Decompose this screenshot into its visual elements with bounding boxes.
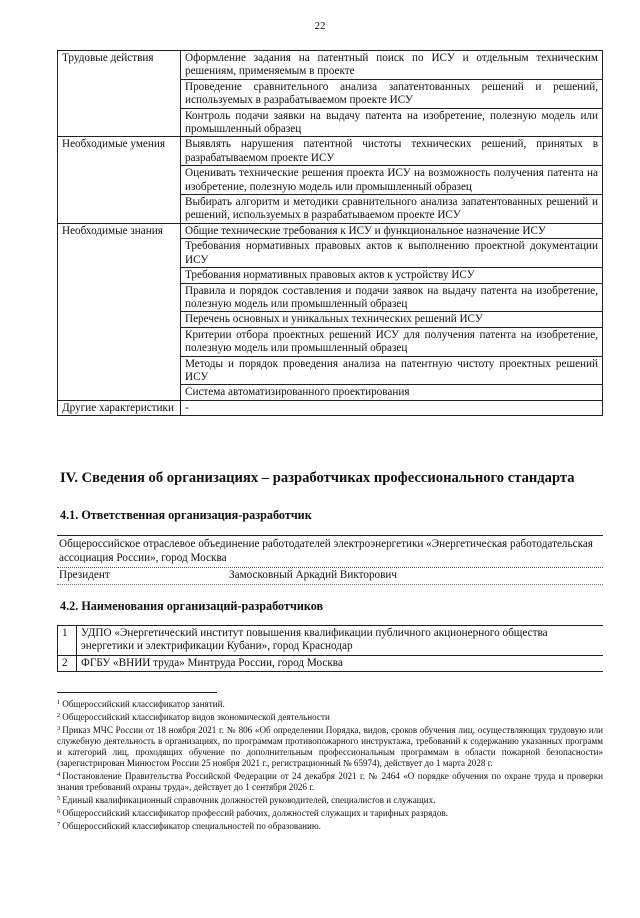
- table-cell: Система автоматизированного проектирования: [181, 385, 603, 400]
- row-label: Другие характеристики: [58, 400, 181, 415]
- footnote-marker: 4: [57, 771, 61, 778]
- footnote-text: Общероссийский классификатор профессий рабочих, должностей служащих и тарифных разрядов.: [62, 808, 449, 818]
- developers-heading: 4.2. Наименования организаций-разработчиков: [60, 599, 324, 613]
- table-cell: -: [181, 400, 603, 415]
- responsible-org-heading: 4.1. Ответственная организация-разработчик: [60, 508, 312, 522]
- footnote-marker: 7: [57, 821, 61, 828]
- responsible-org-block: [57, 535, 603, 585]
- footnote-marker: 5: [57, 795, 61, 802]
- table-row: [58, 400, 603, 415]
- labor-functions-table: [57, 50, 603, 416]
- footnote-text: Постановление Правительства Российской Федерации от 24 декабря 2021 г. № 2464 «О порядке обучения по охране труда и проверки знания требований охраны труда», действует до 1 сентября 2026 г.: [57, 771, 603, 792]
- section-title: IV. Сведения об организациях – разработчиках профессионального стандарта: [60, 470, 575, 486]
- footnote-text: Приказ МЧС России от 18 ноября 2021 г. № 806 «Об определении Порядка, видов, сроков обучения лиц, осуществляющих трудовую или служебную деятельность в организациях, по программам противопожарного инструктажа, требований к содержанию указанных программ и категорий лиц, проходящих обучение по дополнительным профессиональным программам в области пожарной безопасности» (зарегистрирован Минюстом России 25 ноября 2021 г., регистрационный № 65974), действует до 1 марта 2028 г.: [57, 725, 603, 768]
- row-label: Необходимые умения: [58, 137, 181, 223]
- footnote-separator: [57, 692, 217, 693]
- footnote-marker: 1: [57, 699, 61, 706]
- table-row: [58, 655, 604, 671]
- row-label: Трудовые действия: [58, 51, 181, 137]
- footnote-text: Общероссийский классификатор специальностей по образованию.: [62, 821, 321, 831]
- signatory-name: Замосковный Аркадий Викторович: [229, 569, 398, 582]
- footnotes: [57, 697, 603, 832]
- footnote: [57, 769, 603, 793]
- table-cell: Правила и порядок составления и подачи заявок на выдачу патента на изобретение, полезную модель или промышленный образец: [181, 283, 603, 312]
- footnote-text: Общероссийский классификатор видов экономической деятельности: [62, 712, 330, 722]
- table-cell: Контроль подачи заявки на выдачу патента на изобретение, полезную модель или промышленный образец: [181, 108, 603, 137]
- footnote: [57, 697, 603, 710]
- signatory-position: Президент: [59, 569, 110, 582]
- footnote: [57, 710, 603, 723]
- table-cell: Оценивать технические решения проекта ИСУ на возможность получения патента на изобретение, полезную модель или промышленный образец: [181, 166, 603, 195]
- row-label: Необходимые знания: [58, 223, 181, 400]
- page-number: 22: [314, 20, 326, 32]
- table-cell: Оформление задания на патентный поиск по ИСУ и отдельным техническим решениям, применяемым в проекте: [181, 51, 603, 80]
- developer-name: УДПО «Энергетический институт повышения квалификации публичного акционерного общества энергетики и электрификации Кубани», город Краснодар: [77, 626, 604, 656]
- row-number: 2: [58, 655, 77, 671]
- table-row: [58, 626, 604, 656]
- table-cell: Требования нормативных правовых актов к устройству ИСУ: [181, 268, 603, 283]
- table-cell: Критерии отбора проектных решений ИСУ для получения патента на изобретение, полезную модель или промышленный образец: [181, 327, 603, 356]
- footnote-marker: 3: [57, 725, 61, 732]
- developer-name: ФГБУ «ВНИИ труда» Минтруда России, город Москва: [77, 655, 604, 671]
- footnote-marker: 6: [57, 808, 61, 815]
- footnote: [57, 806, 603, 819]
- table-cell: Методы и порядок проведения анализа на патентную чистоту проектных решений ИСУ: [181, 356, 603, 385]
- footnote: [57, 819, 603, 832]
- footnote-marker: 2: [57, 712, 61, 719]
- table-row: [58, 137, 603, 166]
- footnote: [57, 793, 603, 806]
- signatory-row: [57, 568, 603, 585]
- developers-table: [57, 625, 603, 672]
- table-row: [58, 223, 603, 238]
- footnote: [57, 723, 603, 769]
- footnote-text: Общероссийский классификатор занятий.: [62, 699, 225, 709]
- table-row: [58, 51, 603, 80]
- row-number: 1: [58, 626, 77, 656]
- responsible-org-name: Общероссийское отраслевое объединение работодателей электроэнергетики «Энергетическая работодательская ассоциация России», город Москва: [57, 535, 603, 568]
- table-cell: Выявлять нарушения патентной чистоты технических решений, принятых в разрабатываемом проекте ИСУ: [181, 137, 603, 166]
- table-cell: Проведение сравнительного анализа запатентованных решений и решений, используемых в разрабатываемом проекте ИСУ: [181, 79, 603, 108]
- table-cell: Общие технические требования к ИСУ и функциональное назначение ИСУ: [181, 223, 603, 238]
- table-cell: Выбирать алгоритм и методики сравнительного анализа запатентованных решений и решений, используемых в разрабатываемом проекте ИСУ: [181, 195, 603, 224]
- footnote-text: Единый квалификационный справочник должностей руководителей, специалистов и служащих.: [62, 795, 436, 805]
- table-cell: Перечень основных и уникальных технических решений ИСУ: [181, 312, 603, 327]
- table-cell: Требования нормативных правовых актов к выполнению проектной документации ИСУ: [181, 239, 603, 268]
